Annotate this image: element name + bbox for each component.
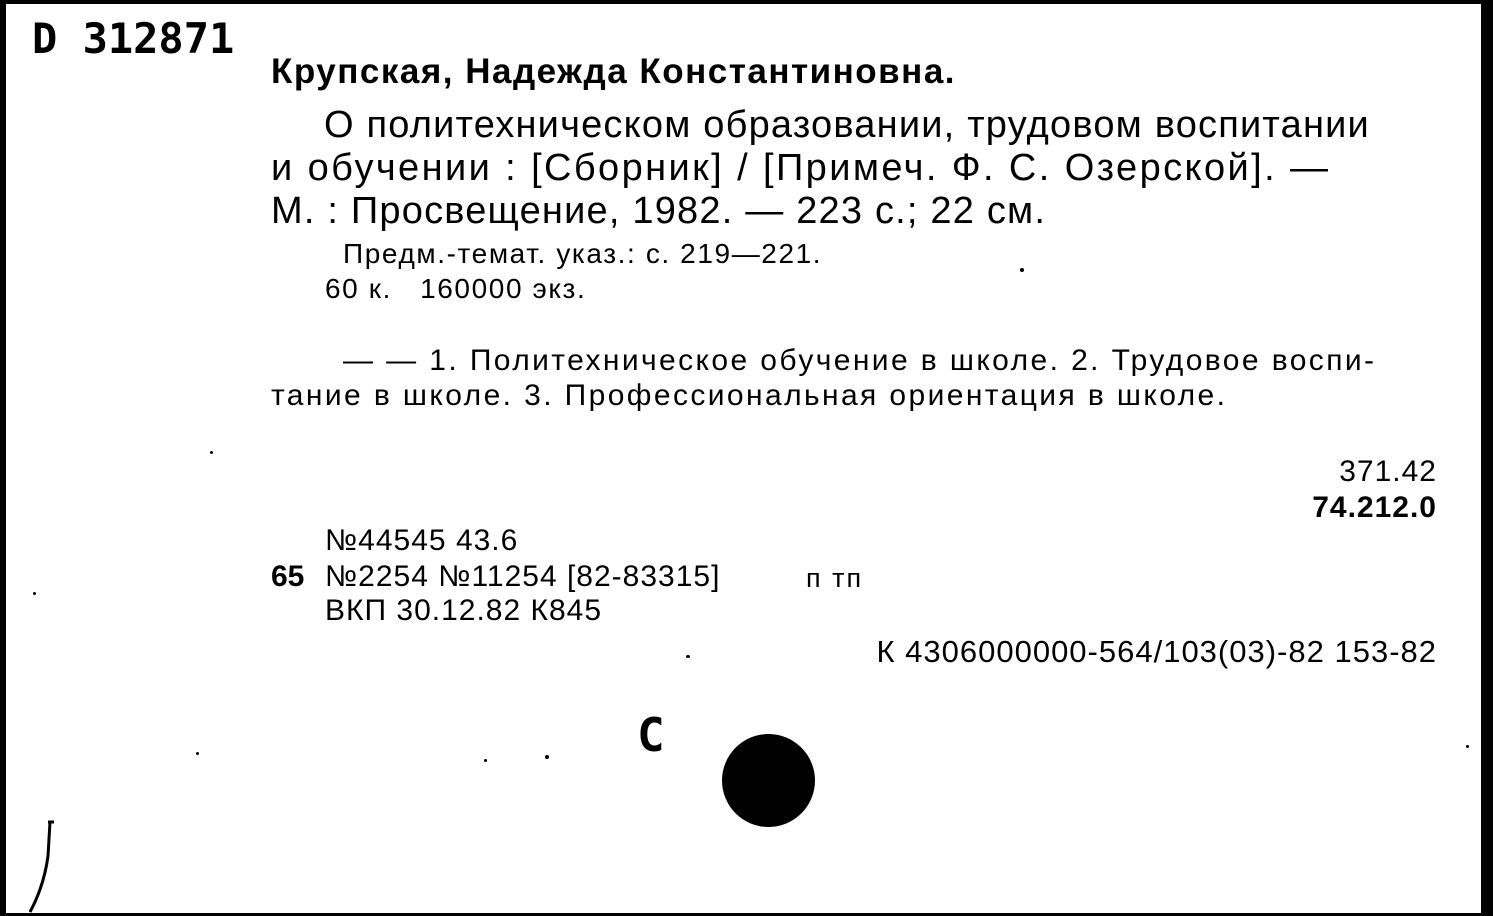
card-mark-letter: С bbox=[637, 708, 665, 762]
card-edge-right bbox=[1481, 0, 1493, 916]
index-note: Предм.-темат. указ.: с. 219—221. bbox=[343, 238, 823, 269]
scan-speck bbox=[484, 759, 487, 762]
title-line-3: М. : Просвещение, 1982. — 223 с.; 22 см. bbox=[271, 190, 1047, 232]
subject-line-1: — — 1. Политехническое обучение в школе. 2. Трудовое воспи- bbox=[343, 344, 1377, 377]
registration-prefix: 65 bbox=[271, 560, 305, 593]
registration-line-3: ВКП 30.12.82 К845 bbox=[325, 594, 603, 627]
publisher-index-code: К 4306000000-564/103(03)-82 153-82 bbox=[876, 634, 1437, 669]
pen-stroke-icon bbox=[20, 816, 80, 916]
scan-speck bbox=[686, 655, 690, 658]
title-line-1: О политехническом образовании, трудовом воспитании bbox=[324, 104, 1370, 146]
scan-speck bbox=[545, 755, 549, 759]
registration-line-2: №2254 №11254 [82-83315] bbox=[325, 560, 721, 593]
registration-line-2-tail: п тп bbox=[806, 563, 864, 593]
punch-hole-icon bbox=[722, 734, 815, 827]
subject-line-2: тание в школе. 3. Профессиональная ориентация в школе. bbox=[271, 379, 1228, 412]
call-number: D 312871 bbox=[32, 14, 235, 63]
registration-line-1: №44545 43.6 bbox=[325, 524, 519, 557]
card-edge-left bbox=[0, 0, 6, 916]
author-heading: Крупская, Надежда Константиновна. bbox=[271, 52, 957, 91]
subject-headings bbox=[271, 343, 1376, 413]
title-line-2: и обучении : [Сборник] / [Примеч. Ф. С. Озерской]. — bbox=[271, 147, 1331, 189]
bbk-code: 74.212.0 bbox=[1312, 491, 1437, 524]
card-edge-top bbox=[0, 0, 1493, 4]
scan-speck bbox=[196, 752, 199, 755]
udk-code: 371.42 bbox=[1339, 455, 1437, 488]
scan-speck bbox=[1466, 745, 1469, 748]
scan-speck bbox=[1020, 268, 1024, 272]
scan-speck bbox=[33, 592, 36, 595]
price-print-run: 60 к. 160000 экз. bbox=[325, 273, 587, 304]
scan-speck bbox=[210, 451, 213, 454]
